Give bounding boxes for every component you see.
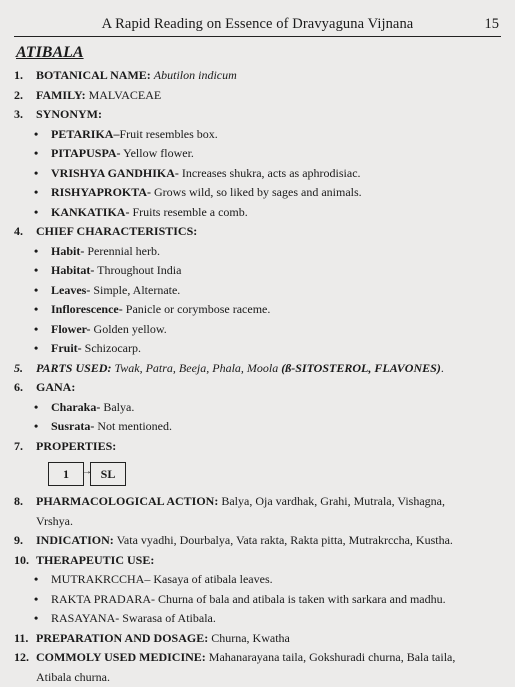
list-item xyxy=(14,570,502,590)
term: RISHYAPROKTA- xyxy=(51,185,151,199)
header-title: A Rapid Reading on Essence of Dravyaguna Vijnana xyxy=(14,16,501,33)
item-number: 9. xyxy=(14,531,36,551)
list-item xyxy=(14,203,502,223)
item-synonym xyxy=(14,105,502,125)
item-value: Twak, Patra, Beeja, Phala, Moola xyxy=(111,361,281,375)
description: Increases shukra, acts as aphrodisiac. xyxy=(179,166,361,180)
term: PITAPUSPA- xyxy=(51,146,121,160)
item-therapeutic-use xyxy=(14,551,502,571)
bullet-icon: • xyxy=(34,320,51,340)
term: Habit- xyxy=(51,244,84,258)
item-value: Balya, Oja vardhak, Grahi, Mutrala, Vishagna, xyxy=(218,494,445,508)
properties-diagram xyxy=(14,456,502,492)
item-preparation-dosage xyxy=(14,629,502,649)
item-chief-characteristics xyxy=(14,222,502,242)
item-properties xyxy=(14,437,502,457)
item-label: GANA: xyxy=(36,380,75,394)
item-number: 4. xyxy=(14,222,36,242)
list-item xyxy=(14,398,502,418)
list-item xyxy=(14,261,502,281)
item-number: 5. xyxy=(14,359,36,379)
term: Inflorescence- xyxy=(51,302,123,316)
item-label: INDICATION: xyxy=(36,533,114,547)
item-label: PHARMACOLOGICAL ACTION: xyxy=(36,494,218,508)
monograph-content xyxy=(14,66,502,687)
term: PETARIKA– xyxy=(51,127,119,141)
bullet-icon: • xyxy=(34,609,51,629)
list-item xyxy=(14,320,502,340)
term: Habitat- xyxy=(51,263,94,277)
description: RASAYANA- Swarasa of Atibala. xyxy=(51,611,216,625)
item-label: FAMILY: xyxy=(36,88,86,102)
item-value: Mahanarayana taila, Gokshuradi churna, Bala taila, xyxy=(206,650,456,664)
item-number: 6. xyxy=(14,378,36,398)
term: Susrata- xyxy=(51,419,94,433)
item-commonly-used-medicine xyxy=(14,648,502,668)
description: Grows wild, so liked by sages and animals. xyxy=(151,185,362,199)
item-label: THERAPEUTIC USE: xyxy=(36,553,154,567)
bullet-icon: • xyxy=(34,125,51,145)
description: Fruits resemble a comb. xyxy=(129,205,247,219)
arrow-icon: → xyxy=(82,465,90,479)
bullet-icon: • xyxy=(34,417,51,437)
item-indication xyxy=(14,531,502,551)
bullet-icon: • xyxy=(34,242,51,262)
description: Throughout India xyxy=(94,263,181,277)
term: Flower- xyxy=(51,322,91,336)
description: Fruit resembles box. xyxy=(119,127,217,141)
bullet-icon: • xyxy=(34,570,51,590)
item-label: PROPERTIES: xyxy=(36,439,116,453)
item-number: 1. xyxy=(14,66,36,86)
punctuation: . xyxy=(441,361,444,375)
item-label: COMMOLY USED MEDICINE: xyxy=(36,650,206,664)
description: MUTRAKRCCHA– Kasaya of atibala leaves. xyxy=(51,572,273,586)
item-number: 2. xyxy=(14,86,36,106)
item-number: 3. xyxy=(14,105,36,125)
list-item xyxy=(14,125,502,145)
item-number: 10. xyxy=(14,551,36,571)
item-pharmacological-action xyxy=(14,492,502,512)
item-parts-used xyxy=(14,359,502,379)
chemical-constituents: (ß-SITOSTEROL, FLAVONES) xyxy=(281,361,441,375)
description: Simple, Alternate. xyxy=(90,283,180,297)
item-value: Atibala churna. xyxy=(36,670,110,684)
item-value: Abutilon indicum xyxy=(154,68,237,82)
list-item xyxy=(14,144,502,164)
list-item xyxy=(14,300,502,320)
list-item xyxy=(14,590,502,610)
item-label: SYNONYM: xyxy=(36,107,102,121)
description: Balya. xyxy=(100,400,134,414)
section-title: ATIBALA xyxy=(16,44,84,62)
page-number: 15 xyxy=(485,16,500,33)
item-value: MALVACEAE xyxy=(89,88,162,102)
item-label: PREPARATION AND DOSAGE: xyxy=(36,631,208,645)
bullet-icon: • xyxy=(34,339,51,359)
item-label: BOTANICAL NAME: xyxy=(36,68,151,82)
list-item xyxy=(14,183,502,203)
item-value: Vata vyadhi, Dourbalya, Vata rakta, Rakta pitta, Mutrakrccha, Kustha. xyxy=(114,533,453,547)
bullet-icon: • xyxy=(34,300,51,320)
term: Charaka- xyxy=(51,400,100,414)
description: Golden yellow. xyxy=(91,322,167,336)
term: Fruit- xyxy=(51,341,82,355)
bullet-icon: • xyxy=(34,261,51,281)
description: Schizocarp. xyxy=(82,341,141,355)
term: KANKATIKA- xyxy=(51,205,129,219)
description: Perennial herb. xyxy=(84,244,160,258)
bullet-icon: • xyxy=(34,398,51,418)
bullet-icon: • xyxy=(34,144,51,164)
item-continuation xyxy=(14,668,502,687)
item-value: Vrshya. xyxy=(36,514,73,528)
item-continuation xyxy=(14,512,502,532)
list-item xyxy=(14,609,502,629)
description: Yellow flower. xyxy=(121,146,194,160)
item-botanical-name xyxy=(14,66,502,86)
bullet-icon: • xyxy=(34,590,51,610)
list-item xyxy=(14,164,502,184)
list-item xyxy=(14,281,502,301)
item-label: CHIEF CHARACTERISTICS: xyxy=(36,224,197,238)
description: Panicle or corymbose raceme. xyxy=(123,302,271,316)
list-item xyxy=(14,417,502,437)
item-number: 11. xyxy=(14,629,36,649)
running-header xyxy=(14,14,501,37)
item-family xyxy=(14,86,502,106)
bullet-icon: • xyxy=(34,183,51,203)
bullet-icon: • xyxy=(34,203,51,223)
item-gana xyxy=(14,378,502,398)
item-number: 12. xyxy=(14,648,36,668)
property-box-sl: SL xyxy=(90,462,126,486)
list-item xyxy=(14,339,502,359)
term: VRISHYA GANDHIKA- xyxy=(51,166,179,180)
item-number: 7. xyxy=(14,437,36,457)
list-item xyxy=(14,242,502,262)
property-box-1: 1 xyxy=(48,462,84,486)
description: Not mentioned. xyxy=(94,419,172,433)
bullet-icon: • xyxy=(34,164,51,184)
description: RAKTA PRADARA- Churna of bala and atibala is taken with sarkara and madhu. xyxy=(51,592,446,606)
item-label: PARTS USED: xyxy=(36,361,111,375)
item-number: 8. xyxy=(14,492,36,512)
item-value: Churna, Kwatha xyxy=(208,631,290,645)
term: Leaves- xyxy=(51,283,90,297)
bullet-icon: • xyxy=(34,281,51,301)
